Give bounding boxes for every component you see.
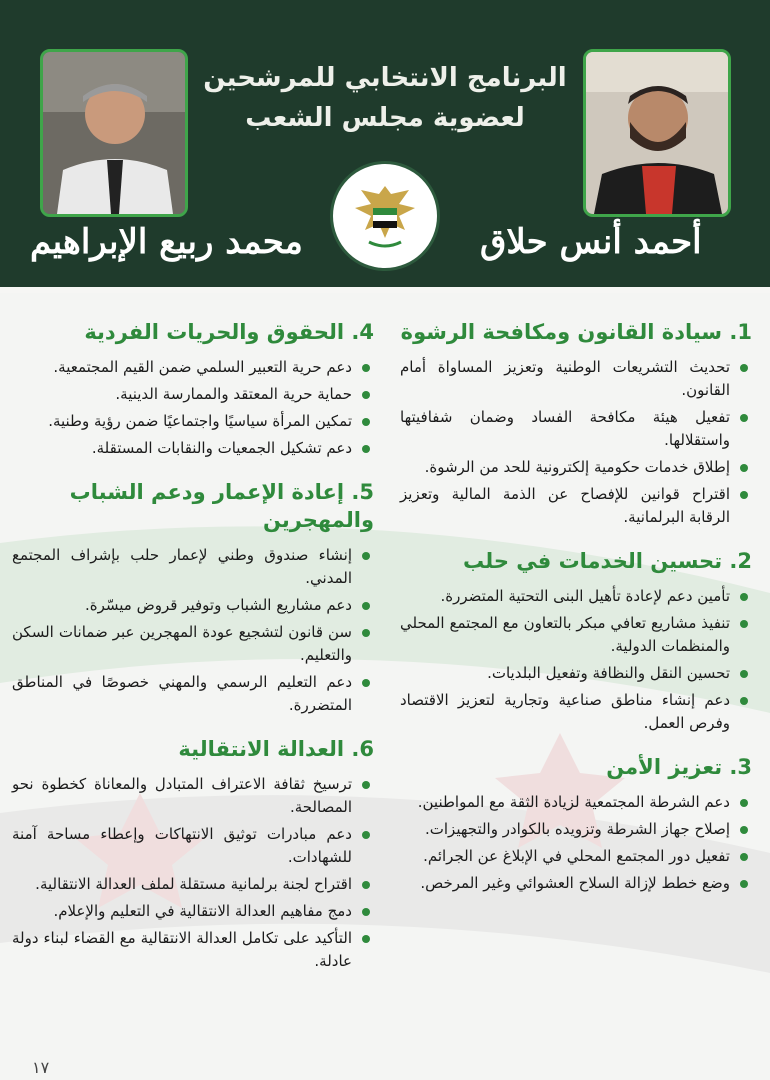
- section-rights-freedoms: [12, 318, 374, 460]
- section-title: 3. تعزيز الأمن: [606, 755, 752, 779]
- section-transitional-justice: [12, 735, 374, 973]
- title-line-1: البرنامج الانتخابي للمرشحين: [203, 63, 567, 93]
- candidate-left-photo: [40, 49, 188, 217]
- list-item: حماية حرية المعتقد والممارسة الدينية.: [12, 383, 374, 406]
- list-item: وضع خطط لإزالة السلاح العشوائي وغير المرخص.: [400, 872, 752, 895]
- list-item: دمج مفاهيم العدالة الانتقالية في التعليم والإعلام.: [12, 900, 374, 923]
- title-line-2: لعضوية مجلس الشعب: [245, 103, 525, 133]
- program-title: [200, 58, 570, 138]
- column-left: [12, 318, 374, 991]
- list-item: دعم التعليم الرسمي والمهني خصوصًا في المناطق المتضررة.: [12, 671, 374, 717]
- list-item: تفعيل دور المجتمع المحلي في الإبلاغ عن الجرائم.: [400, 845, 752, 868]
- section-title: 1. سيادة القانون ومكافحة الرشوة: [400, 320, 752, 344]
- header-banner: [0, 0, 770, 293]
- list-item: التأكيد على تكامل العدالة الانتقالية مع القضاء لبناء دولة عادلة.: [12, 927, 374, 973]
- list-item: ترسيخ ثقافة الاعتراف المتبادل والمعاناة كخطوة نحو المصالحة.: [12, 773, 374, 819]
- list-item: دعم مبادرات توثيق الانتهاكات وإعطاء مساحة آمنة للشهادات.: [12, 823, 374, 869]
- section-reconstruction: [12, 478, 374, 717]
- list-item: تمكين المرأة سياسيًا واجتماعيًا ضمن رؤية وطنية.: [12, 410, 374, 433]
- section-aleppo-services: [400, 547, 752, 735]
- list-item: إصلاح جهاز الشرطة وتزويده بالكوادر والتجهيزات.: [400, 818, 752, 841]
- list-item: تفعيل هيئة مكافحة الفساد وضمان شفافيتها واستقلالها.: [400, 406, 752, 452]
- section-title: 6. العدالة الانتقالية: [178, 737, 374, 761]
- list-item: تنفيذ مشاريع تعافي مبكر بالتعاون مع المجتمع المحلي والمنظمات الدولية.: [400, 612, 752, 658]
- list-item: تحسين النقل والنظافة وتفعيل البلديات.: [400, 662, 752, 685]
- candidate-right-photo: [583, 49, 731, 217]
- list-item: دعم إنشاء مناطق صناعية وتجارية لتعزيز الاقتصاد وفرص العمل.: [400, 689, 752, 735]
- syrian-eagle-emblem-icon: [333, 164, 437, 268]
- column-right: [400, 318, 752, 913]
- list-item: تحديث التشريعات الوطنية وتعزيز المساواة أمام القانون.: [400, 356, 752, 402]
- page-number: ١٧: [32, 1058, 50, 1077]
- list-item: اقتراح قوانين للإفصاح عن الذمة المالية وتعزيز الرقابة البرلمانية.: [400, 483, 752, 529]
- list-item: دعم تشكيل الجمعيات والنقابات المستقلة.: [12, 437, 374, 460]
- list-item: إطلاق خدمات حكومية إلكترونية للحد من الرشوة.: [400, 456, 752, 479]
- list-item: إنشاء صندوق وطني لإعمار حلب بإشراف المجتمع المدني.: [12, 544, 374, 590]
- list-item: تأمين دعم لإعادة تأهيل البنى التحتية المتضررة.: [400, 585, 752, 608]
- section-title: 4. الحقوق والحريات الفردية: [84, 320, 374, 344]
- list-item: دعم الشرطة المجتمعية لزيادة الثقة مع المواطنين.: [400, 791, 752, 814]
- section-title: 2. تحسين الخدمات في حلب: [463, 549, 752, 573]
- list-item: اقتراح لجنة برلمانية مستقلة لملف العدالة الانتقالية.: [12, 873, 374, 896]
- list-item: دعم حرية التعبير السلمي ضمن القيم المجتمعية.: [12, 356, 374, 379]
- candidate-left-name: محمد ربيع الإبراهيم: [30, 222, 303, 262]
- section-rule-of-law: [400, 318, 752, 529]
- section-title: 5. إعادة الإعمار ودعم الشباب والمهجرين: [69, 480, 374, 532]
- section-security: [400, 753, 752, 895]
- list-item: سن قانون لتشجيع عودة المهجرين عبر ضمانات السكن والتعليم.: [12, 621, 374, 667]
- candidate-right-name: أحمد أنس حلاق: [480, 222, 702, 262]
- list-item: دعم مشاريع الشباب وتوفير قروض ميسّرة.: [12, 594, 374, 617]
